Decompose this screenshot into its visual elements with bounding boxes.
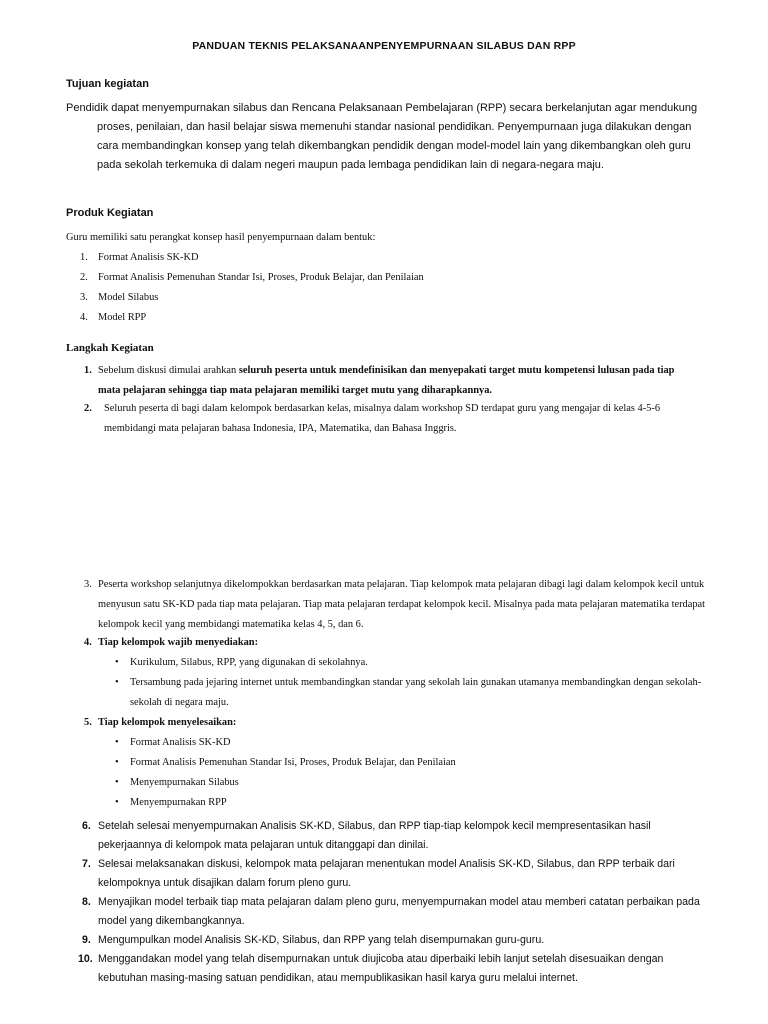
list-item: • Menyempurnakan RPP (115, 797, 227, 808)
langkah-step-2: 2. Seluruh peserta di bagi dalam kelompok berdasarkan kelas, misalnya dalam workshop SD terdapat guru yang mengajar di kelas 4-5-6 membidangi mata pelajaran bahasa Indonesia, IPA, Matematika, dan Bahasa Inggris. (84, 403, 661, 434)
section-heading-tujuan: Tujuan kegiatan (66, 78, 149, 90)
produk-block (66, 228, 706, 328)
list-item: • Tersambung pada jejaring internet untuk membandingkan standar yang sekolah lain gunakan utamanya membandingkan dengan sekolah-sekolah di negara maju. (115, 677, 702, 708)
list-item: • Menyempurnakan Silabus (115, 777, 239, 788)
list-item: 3. Model Silabus (80, 292, 159, 303)
langkah-step-3: 3. Peserta workshop selanjutnya dikelompokkan berdasarkan mata pelajaran. Tiap kelompok mata pelajaran dibagi lagi dalam kelompok kecil untuk menyusun satu SK-KD pada tiap mata pelajaran. Tiap mata pelajaran terdapat kelompok kecil. Misalnya pada mata pelajaran matematika terdapat kelompok kecil yang membidangi matematika kelas 4, 5, dan 6. (84, 579, 706, 630)
tujuan-line-1: Pendidik dapat menyempurnakan silabus dan Rencana Pelaksanaan Pembelajaran (RPP) secara berkelanjutan agar mendukung (66, 102, 698, 114)
langkah-step-7: 7. Selesai melaksanakan diskusi, kelompok mata pelajaran menentukan model Analisis SK-KD, Silabus, dan RPP terbaik dari kelompoknya untuk disajikan dalam forum pleno guru. (82, 858, 675, 889)
tujuan-continuation: proses, penilaian, dan hasil belajar siswa memenuhi standar nasional pendidikan. Penyempurnaan juga dilakukan dengan cara membandingkan konsep yang telah dikembangkan pendidik dengan model-model lain yang dikembangkan oleh guru pada sekolah terkemuka di dalam negeri maupun pada lembaga pendidikan lain di negara-negara maju. (97, 121, 692, 171)
langkah-step-10: 10. Menggandakan model yang telah disempurnakan untuk diujicoba atau diperbaiki lebih lanjut setelah disesuaikan dengan kebutuhan masing-masing satuan pendidikan, atau mempublikasikan hasil karya guru melalui internet. (78, 953, 664, 984)
langkah-step-9: 9. Mengumpulkan model Analisis SK-KD, Silabus, dan RPP yang telah disempurnakan guru-guru. (82, 934, 545, 946)
langkah-step-4: 4. Tiap kelompok wajib menyediakan: • Kurikulum, Silabus, RPP, yang digunakan di sekolahnya. • Tersambung pada jejaring internet untuk membandingkan standar yang sekolah lain gunakan utamanya membandingkan dengan sekolah-sekolah di negara maju. (66, 633, 706, 713)
langkah-steps-6-10 (66, 817, 706, 988)
list-item: 4. Model RPP (80, 312, 147, 323)
produk-intro: Guru memiliki satu perangkat konsep hasil penyempurnaan dalam bentuk: (66, 232, 376, 243)
langkah-step-8: 8. Menyajikan model terbaik tiap mata pelajaran dalam pleno guru, menyempurnakan model atau memberi catatan perbaikan pada model yang dikembangkannya. (82, 896, 700, 927)
langkah-step-6: 6. Setelah selesai menyempurnakan Analisis SK-KD, Silabus, dan RPP tiap-tiap kelompok kecil mempresentasikan hasil pekerjaannya di kelompok mata pelajaran untuk ditanggapi dan dinilai. (82, 820, 651, 851)
section-heading-produk: Produk Kegiatan (66, 207, 154, 219)
section-heading-langkah: Langkah Kegiatan (66, 342, 154, 354)
tujuan-paragraph (66, 99, 706, 175)
list-item: • Format Analisis Pemenuhan Standar Isi, Proses, Produk Belajar, dan Penilaian (115, 757, 456, 768)
list-item: • Kurikulum, Silabus, RPP, yang digunakan di sekolahnya. (115, 657, 368, 668)
list-item: 1. Format Analisis SK-KD (80, 252, 199, 263)
list-item: 2. Format Analisis Pemenuhan Standar Isi, Proses, Produk Belajar, dan Penilaian (80, 272, 424, 283)
langkah-step-1: 1. Sebelum diskusi dimulai arahkan seluruh peserta untuk mendefinisikan dan menyepakati target mutu kompetensi lulusan pada tiap mata pelajaran sehingga tiap mata pelajaran memiliki target mutu yang diharapkannya. (84, 365, 675, 396)
list-item: • Format Analisis SK-KD (115, 737, 231, 748)
langkah-step-5: 5. Tiap kelompok menyelesaikan: • Format Analisis SK-KD • Format Analisis Pemenuhan Standar Isi, Proses, Produk Belajar, dan Penilaian • Menyempurnakan Silabus • Menyempurnakan RPP (66, 713, 706, 813)
page-title: PANDUAN TEKNIS PELAKSANAANPENYEMPURNAAN SILABUS DAN RPP (192, 40, 576, 52)
